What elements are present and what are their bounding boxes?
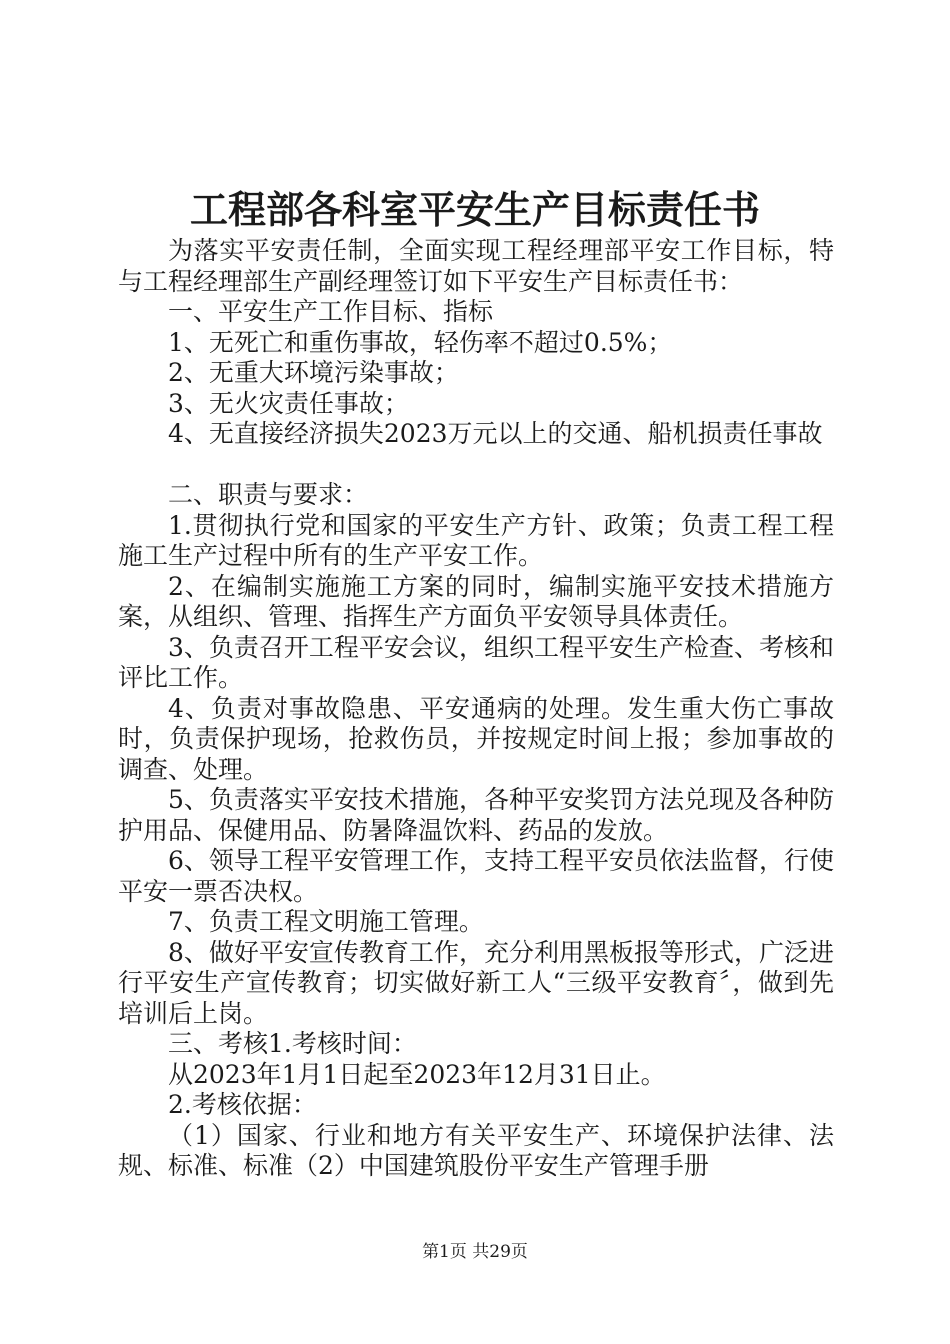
duty-item-2: 2、在编制实施施工方案的同时，编制实施平安技术措施方案，从组织、管理、指挥生产方面负平安领导具体责任。 [118, 571, 834, 631]
blank-line [118, 450, 834, 481]
duty-item-4: 4、负责对事故隐患、平安通病的处理。发生重大伤亡事故时，负责保护现场，抢救伤员，并按规定时间上报；参加事故的调查、处理。 [118, 693, 834, 784]
assessment-period: 从2023年1月1日起至2023年12月31日止。 [168, 1059, 666, 1089]
duty-item-5: 5、负责落实平安技术措施，各种平安奖罚方法兑现及各种防护用品、保健用品、防暑降温饮料、药品的发放。 [118, 785, 834, 845]
section-heading-goals: 一、平安生产工作目标、指标 [168, 297, 494, 326]
duty-item-7: 7、负责工程文明施工管理。 [168, 907, 484, 936]
duty-item-3: 3、负责召开工程平安会议，组织工程平安生产检查、考核和评比工作。 [118, 632, 834, 692]
goal-item-2: 2、无重大环境污染事故； [168, 358, 459, 387]
duty-item-6: 6、领导工程平安管理工作，支持工程平安员依法监督，行使平安一票否决权。 [118, 846, 834, 906]
page-number: 第1页 共29页 [422, 1242, 528, 1262]
goal-item-4: 4、无直接经济损失2023万元以上的交通、船机损责任事故 [168, 419, 823, 448]
goal-item-1: 1、无死亡和重伤事故，轻伤率不超过0.5%； [168, 327, 673, 357]
assessment-basis-items: （1）国家、行业和地方有关平安生产、环境保护法律、法规、标准、标准（2）中国建筑股份平安生产管理手册 [118, 1120, 834, 1180]
section-heading-duties: 二、职责与要求： [168, 480, 369, 509]
duty-item-8: 8、做好平安宣传教育工作，充分利用黑板报等形式，广泛进行平安生产宣传教育；切实做好新工人“三级平安教育〞，做到先培训后上岗。 [118, 937, 834, 1028]
duty-item-1: 1.贯彻执行党和国家的平安生产方针、政策；负责工程工程施工生产过程中所有的生产平安工作。 [118, 510, 834, 570]
document-body [118, 236, 834, 1182]
goal-item-3: 3、无火灾责任事故； [168, 388, 409, 418]
document-title: 工程部各科室平安生产目标责任书 [189, 187, 760, 232]
assessment-basis-heading: 2.考核依据： [168, 1090, 317, 1119]
paragraph-intro: 为落实平安责任制，全面实现工程经理部平安工作目标，特与工程经理部生产副经理签订如下平安生产目标责任书： [118, 236, 834, 296]
section-heading-assessment: 三、考核1.考核时间： [168, 1029, 417, 1058]
